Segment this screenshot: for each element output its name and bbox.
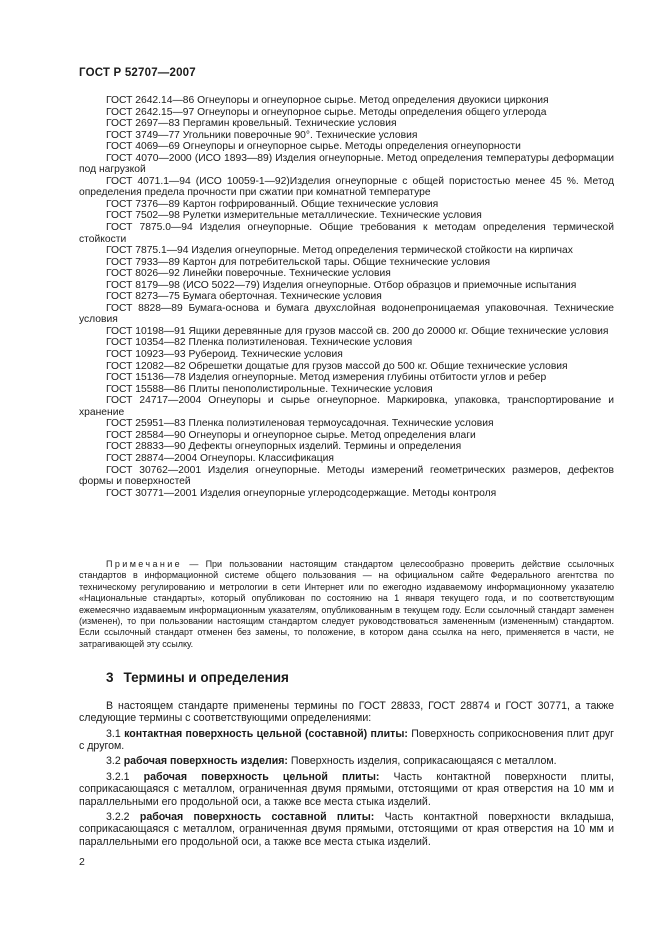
section-heading (106, 670, 289, 685)
note-block: Примечание — При пользовании настоящим стандартом целесообразно проверить действие ссылочных стандартов в информационной системе общего пользования — на официальном сайте Федерального агентства по техническому регулированию и метрологии в сети Интернет или по ежегодно издаваемому информационному указателю «Национальные стандарты», который опубликован по состоянию на 1 января текущего года, и по соответствующим ежемесячно издаваемым информационным указателям, опубликованным в текущем году. Если ссылочный стандарт заменен (изменен), то при пользовании настоящим стандартом следует руководствоваться замененным (измененным) стандартом. Если ссылочный стандарт отменен без замены, то положение, в котором дана ссылка на него, применяется в части, не затрагивающей эту ссылку. (79, 559, 614, 649)
reference-item: ГОСТ 30762—2001 Изделия огнеупорные. Методы измерений геометрических размеров, дефектов формы и поверхностей (79, 464, 614, 488)
reference-item: ГОСТ 30771—2001 Изделия огнеупорные углеродсодержащие. Методы контроля (106, 487, 497, 499)
standard-header: ГОСТ Р 52707—2007 (79, 67, 196, 79)
reference-item: ГОСТ 4070—2000 (ИСО 1893—89) Изделия огнеупорные. Метод определения температуры деформации под нагрузкой (79, 152, 614, 176)
reference-item: ГОСТ 7875.0—94 Изделия огнеупорные. Общие требования к методам определения термической стойкости (79, 222, 614, 245)
term-name: рабочая поверхность составной плиты: (139, 810, 375, 823)
reference-item: ГОСТ 7875.1—94 Изделия огнеупорные. Метод определения термической стойкости на кирпичах (106, 245, 573, 257)
reference-item: ГОСТ 15588—86 Плиты пенополистирольные. Технические условия (106, 383, 433, 395)
reference-item: ГОСТ 8273—75 Бумага оберточная. Технические условия (106, 291, 382, 303)
normative-references-list (79, 95, 614, 499)
term-number: 3.2.2 (106, 810, 130, 823)
reference-item: ГОСТ 8828—89 Бумага-основа и бумага двухслойная водонепроницаемая упаковочная. Технические условия (79, 302, 614, 326)
note-label: Примечание (106, 559, 183, 569)
term-text: Часть контактной поверхности вкладыша, соприкасающаяся с металлом, ограниченная двумя прямыми, отстоящими от края отверстия на 10 мм и параллельными его продольной оси, а также все места стыка изделий. (79, 810, 615, 848)
reference-item: ГОСТ 12082—82 Обрешетки дощатые для грузов массой до 500 кг. Общие технические условия (106, 360, 568, 372)
reference-item: ГОСТ 8179—98 (ИСО 5022—79) Изделия огнеупорные. Отбор образцов и приемочные испытания (106, 279, 577, 291)
reference-item: ГОСТ 4069—69 Огнеупоры и огнеупорное сырье. Методы определения огнеупорности (106, 141, 521, 153)
section-intro: В настоящем стандарте применены термины по ГОСТ 28833, ГОСТ 28874 и ГОСТ 30771, а также следующие термины с соответствующими определениями: (79, 700, 614, 725)
reference-item: ГОСТ 7376—89 Картон гофрированный. Общие технические условия (106, 198, 439, 210)
section-number: 3 (106, 670, 114, 685)
reference-item: ГОСТ 7933—89 Картон для потребительской тары. Общие технические условия (106, 256, 491, 268)
page-number: 2 (79, 856, 85, 868)
term-number: 3.1 (106, 727, 121, 740)
reference-item: ГОСТ 10198—91 Ящики деревянные для грузов массой св. 200 до 20000 кг. Общие технические условия (106, 325, 609, 337)
reference-item: ГОСТ 2642.14—86 Огнеупоры и огнеупорное сырье. Метод определения двуокиси циркония (106, 95, 549, 106)
term-definition (79, 811, 614, 848)
reference-item: ГОСТ 28833—90 Дефекты огнеупорных изделий. Термины и определения (106, 441, 462, 453)
term-name: рабочая поверхность изделия: (123, 755, 288, 768)
reference-item: ГОСТ 2697—83 Пергамин кровельный. Технические условия (106, 118, 397, 130)
term-definition (79, 728, 614, 753)
section-title: Термины и определения (123, 670, 289, 685)
reference-item: ГОСТ 10923—93 Рубероид. Технические условия (106, 349, 343, 361)
term-name: рабочая поверхность цельной плиты: (143, 770, 380, 783)
reference-item: ГОСТ 28874—2004 Огнеупоры. Классификация (106, 452, 334, 464)
reference-item: ГОСТ 25951—83 Пленка полиэтиленовая термоусадочная. Технические условия (106, 418, 494, 430)
term-text: Поверхность изделия, соприкасающаяся с металлом. (290, 755, 557, 768)
reference-item: ГОСТ 10354—82 Пленка полиэтиленовая. Технические условия (106, 337, 413, 349)
reference-item: ГОСТ 7502—98 Рулетки измерительные металлические. Технические условия (106, 210, 482, 222)
term-name: контактная поверхность цельной (составной) плиты: (124, 727, 408, 740)
term-text: Поверхность соприкосновения плит друг с другом. (79, 727, 615, 753)
reference-item: ГОСТ 4071.1—94 (ИСО 10059-1—92)Изделия огнеупорные с общей пористостью менее 45 %. Метод определения предела прочности при сжатии при комнатной температуре (79, 175, 614, 199)
term-definition (79, 771, 614, 808)
reference-item: ГОСТ 28584—90 Огнеупоры и огнеупорное сырье. Метод определения влаги (106, 429, 476, 441)
term-text: Часть контактной поверхности плиты, соприкасающаяся с металлом, ограниченная двумя прямыми, отстоящими от края отверстия на 10 мм и параллельными его продольной оси, а также все места стыка изделий. (79, 770, 614, 808)
reference-item: ГОСТ 8026—92 Линейки поверочные. Технические условия (106, 268, 391, 280)
term-number: 3.2 (106, 755, 121, 768)
reference-item: ГОСТ 2642.15—97 Огнеупоры и огнеупорное сырье. Методы определения общего углерода (106, 106, 547, 118)
section-body (79, 700, 614, 851)
reference-item: ГОСТ 3749—77 Угольники поверочные 90°. Технические условия (106, 129, 418, 141)
term-number: 3.2.1 (106, 770, 130, 783)
reference-item: ГОСТ 15136—78 Изделия огнеупорные. Метод измерения глубины отбитости углов и ребер (106, 372, 547, 384)
term-definition (79, 755, 614, 767)
note-text: При пользовании настоящим стандартом целесообразно проверить действие ссылочных стандартов в информационной системе общего пользования — на официальном сайте Федерального агентства по техническому регулированию и метрологии в сети Интернет или по ежегодно издаваемому информационному указателю «Национальные стандарты», который опубликован по состоянию на 1 января текущего года, и по соответствующим ежемесячно издаваемым информационным указателям, опубликованным в текущем году. Если ссылочный стандарт заменен (изменен), то при пользовании настоящим стандартом следует руководствоваться замененным (измененным) стандартом. Если ссылочный стандарт отменен без замены, то положение, в котором дана ссылка на него, применяется в части, не затрагивающей эту ссылку. (79, 559, 614, 649)
reference-item: ГОСТ 24717—2004 Огнеупоры и сырье огнеупорное. Маркировка, упаковка, транспортирование и хранение (79, 395, 614, 418)
